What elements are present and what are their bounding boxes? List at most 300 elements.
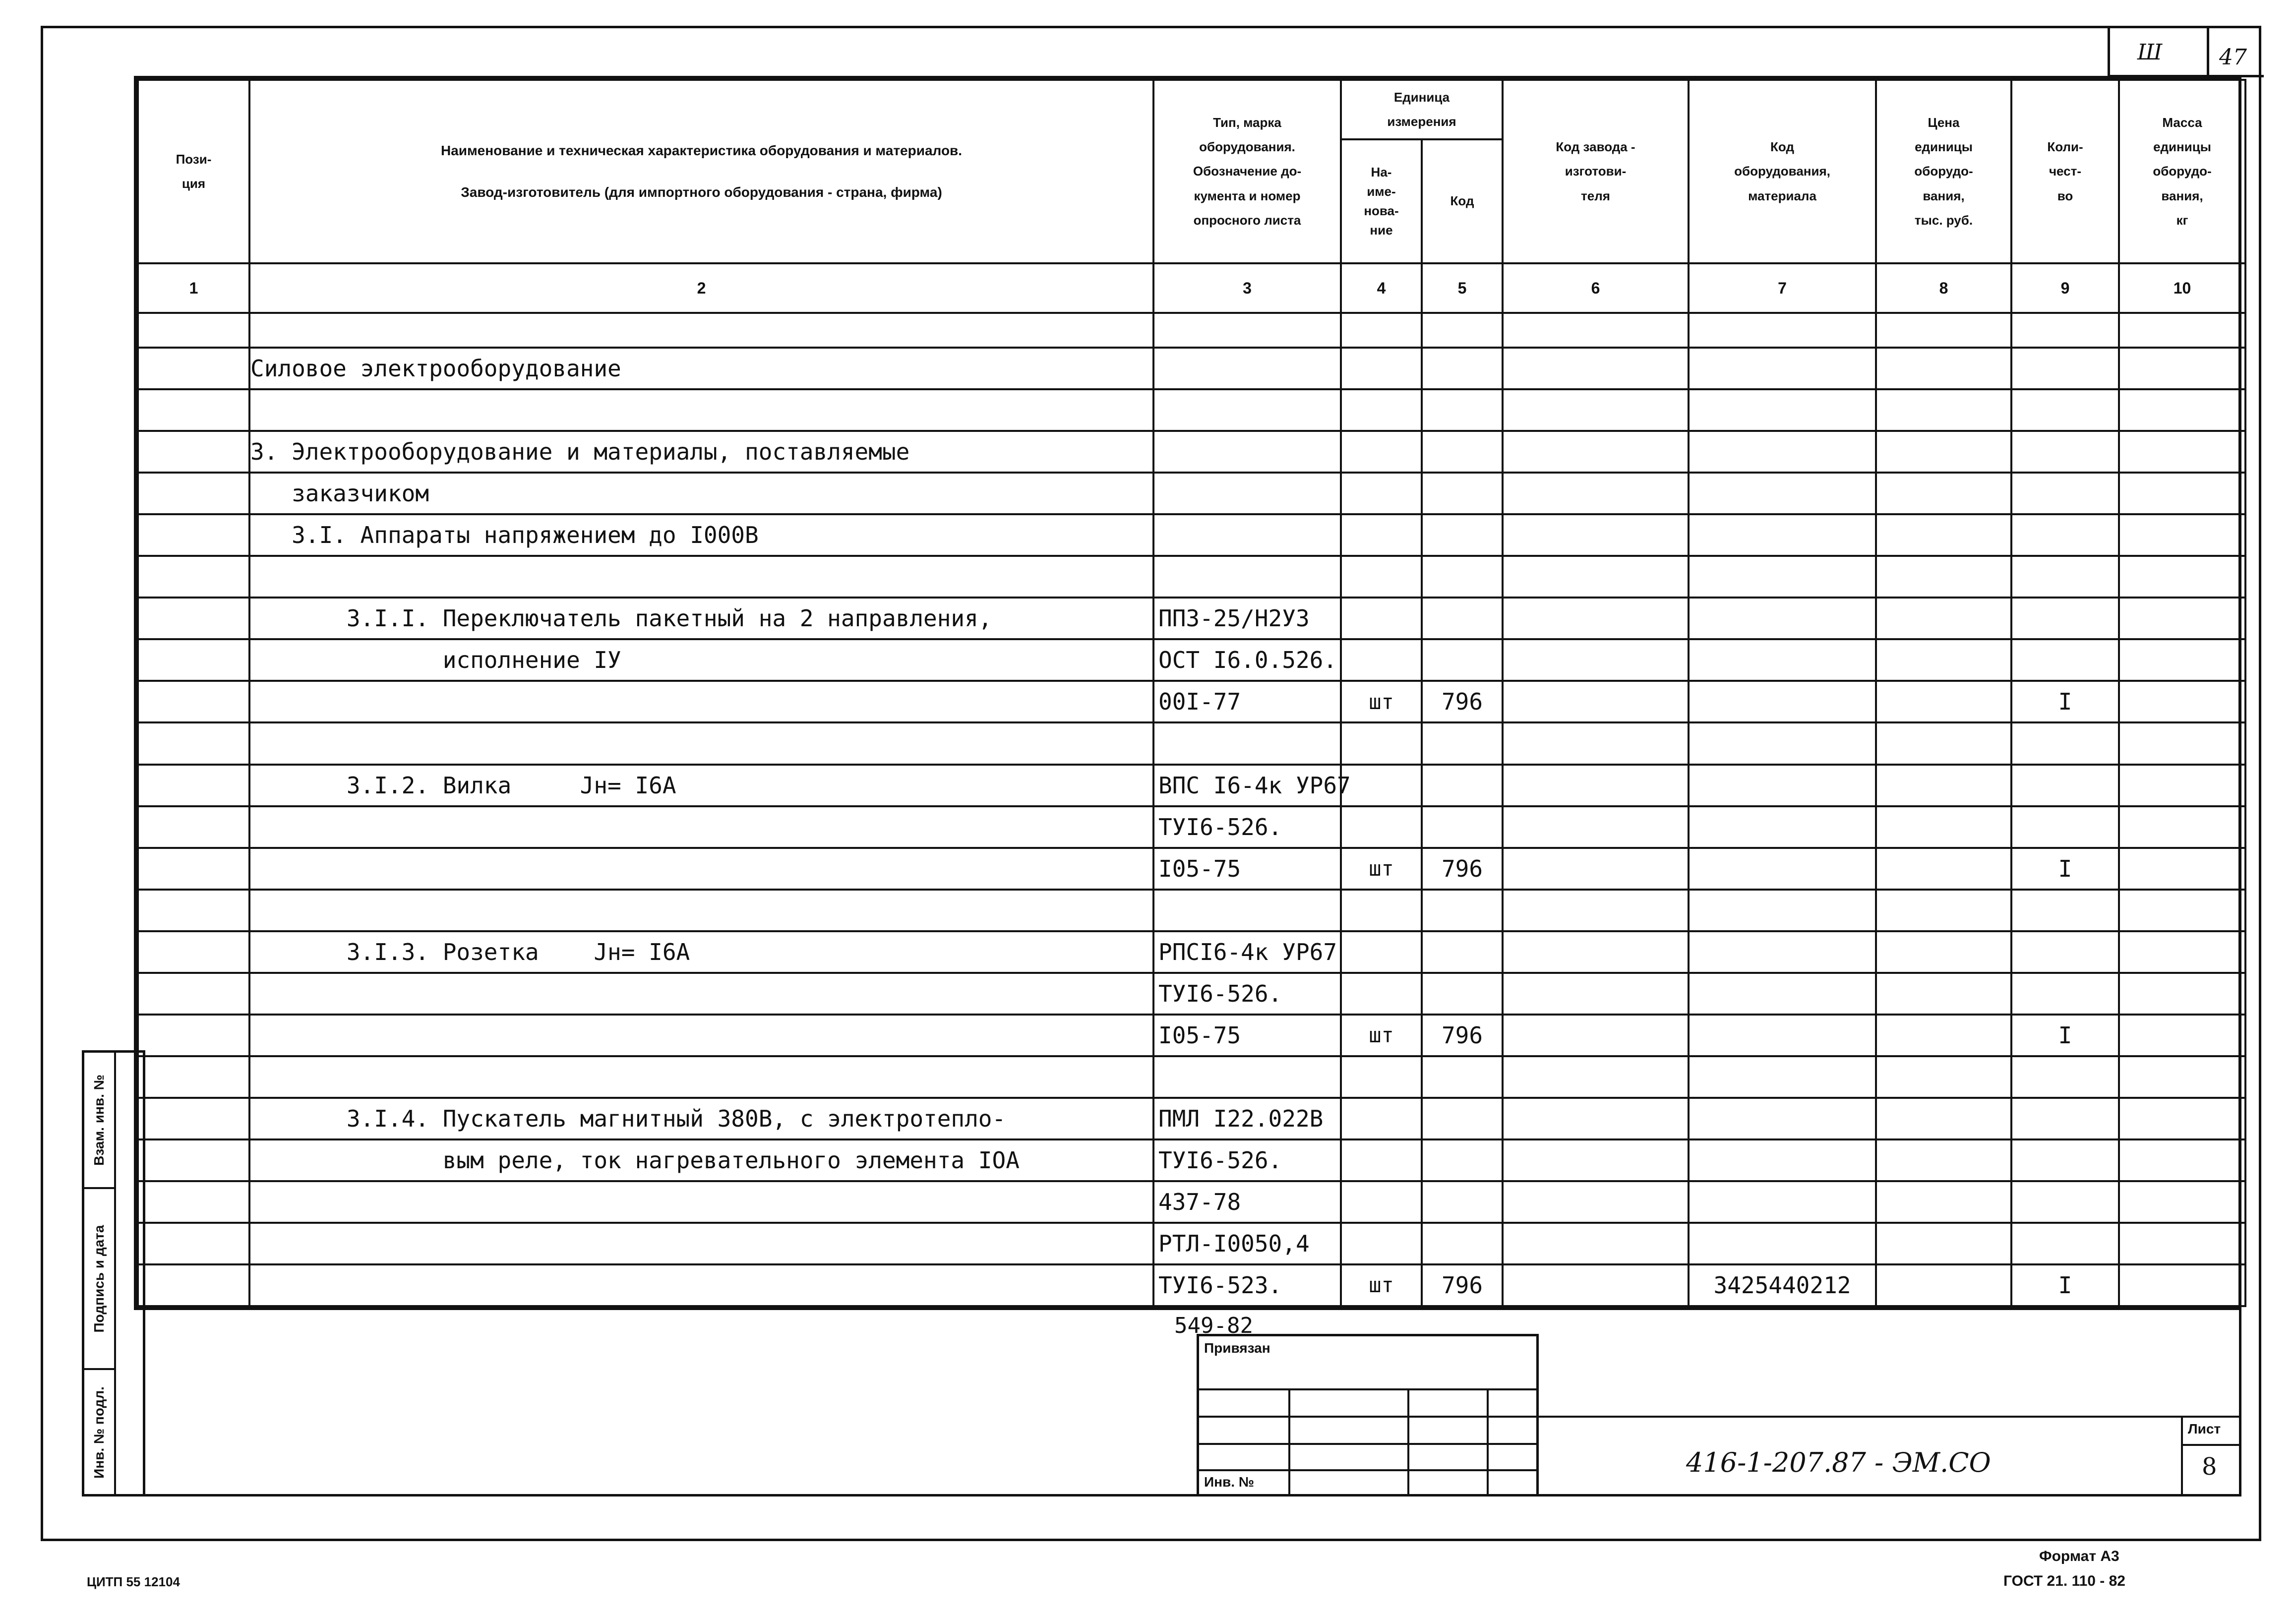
cell-plant-code bbox=[1503, 1139, 1689, 1181]
cell-pos bbox=[138, 1181, 249, 1223]
cell-mass bbox=[2119, 556, 2245, 598]
table-row bbox=[138, 598, 2245, 639]
cell-material-code bbox=[1689, 1139, 1876, 1181]
cell-unit-name bbox=[1341, 931, 1422, 973]
cell-plant-code bbox=[1503, 598, 1689, 639]
cell-pos bbox=[138, 1139, 249, 1181]
cell-type: ТУI6-523. bbox=[1153, 1264, 1341, 1306]
cell-mass bbox=[2119, 1098, 2245, 1139]
cell-mass bbox=[2119, 722, 2245, 764]
cell-plant-code bbox=[1503, 639, 1689, 681]
header-plant-code: Код завода - изготови- теля bbox=[1503, 80, 1689, 263]
cell-pos bbox=[138, 973, 249, 1015]
table-row bbox=[138, 1264, 2245, 1306]
cell-unit-code bbox=[1422, 598, 1503, 639]
cell-price bbox=[1876, 598, 2011, 639]
table-row bbox=[138, 890, 2245, 931]
cell-pos bbox=[138, 806, 249, 848]
cell-unit-name bbox=[1341, 1223, 1422, 1264]
side-strip bbox=[82, 1050, 145, 1496]
cell-name: 3.I.I. Переключатель пакетный на 2 направления, bbox=[249, 598, 1153, 639]
cell-pos bbox=[138, 722, 249, 764]
col-num-2: 2 bbox=[249, 263, 1153, 313]
cell-price bbox=[1876, 1139, 2011, 1181]
table-row bbox=[138, 931, 2245, 973]
stamp-line-1 bbox=[1199, 1388, 1536, 1390]
cell-quantity bbox=[2011, 431, 2119, 473]
cell-material-code bbox=[1689, 806, 1876, 848]
cell-unit-code bbox=[1422, 313, 1503, 348]
cell-price bbox=[1876, 848, 2011, 890]
cell-mass bbox=[2119, 806, 2245, 848]
cell-price bbox=[1876, 431, 2011, 473]
table-row bbox=[138, 389, 2245, 431]
cell-unit-code bbox=[1422, 389, 1503, 431]
cell-mass bbox=[2119, 890, 2245, 931]
cell-mass bbox=[2119, 1139, 2245, 1181]
cell-price bbox=[1876, 765, 2011, 806]
cell-plant-code bbox=[1503, 722, 1689, 764]
cell-unit-code bbox=[1422, 431, 1503, 473]
cell-pos bbox=[138, 890, 249, 931]
table-row bbox=[138, 806, 2245, 848]
cell-unit-name bbox=[1341, 722, 1422, 764]
cell-unit-name bbox=[1341, 765, 1422, 806]
cell-name bbox=[249, 890, 1153, 931]
cell-mass bbox=[2119, 431, 2245, 473]
cell-material-code bbox=[1689, 1181, 1876, 1223]
cell-price bbox=[1876, 973, 2011, 1015]
cell-name: заказчиком bbox=[249, 473, 1153, 514]
cell-name bbox=[249, 973, 1153, 1015]
cell-pos bbox=[138, 681, 249, 722]
cell-quantity bbox=[2011, 765, 2119, 806]
cell-material-code bbox=[1689, 973, 1876, 1015]
cell-mass bbox=[2119, 348, 2245, 389]
cell-unit-name: шт bbox=[1341, 681, 1422, 722]
table-row bbox=[138, 681, 2245, 722]
cell-type bbox=[1153, 722, 1341, 764]
cell-material-code bbox=[1689, 931, 1876, 973]
header-price: Цена единицы оборудо- вания, тыс. руб. bbox=[1876, 80, 2011, 263]
cell-material-code bbox=[1689, 722, 1876, 764]
cell-quantity bbox=[2011, 1223, 2119, 1264]
cell-quantity bbox=[2011, 973, 2119, 1015]
header-quantity: Коли- чест- во bbox=[2011, 80, 2119, 263]
cell-name: вым реле, ток нагревательного элемента IОА bbox=[249, 1139, 1153, 1181]
cell-unit-name: шт bbox=[1341, 1264, 1422, 1306]
cell-type bbox=[1153, 556, 1341, 598]
cell-quantity bbox=[2011, 890, 2119, 931]
cell-unit-name: шт bbox=[1341, 848, 1422, 890]
cell-unit-code: 796 bbox=[1422, 848, 1503, 890]
cell-material-code bbox=[1689, 473, 1876, 514]
cell-name bbox=[249, 848, 1153, 890]
cell-name bbox=[249, 1015, 1153, 1056]
cell-pos bbox=[138, 473, 249, 514]
cell-unit-code: 796 bbox=[1422, 681, 1503, 722]
cell-unit-code bbox=[1422, 473, 1503, 514]
side-label-replacement: Взам. инв. № bbox=[91, 1074, 107, 1166]
cell-unit-name bbox=[1341, 514, 1422, 556]
cell-material-code bbox=[1689, 1098, 1876, 1139]
cell-material-code bbox=[1689, 389, 1876, 431]
cell-unit-name bbox=[1341, 639, 1422, 681]
header-type: Тип, марка оборудования. Обозначение до- кумента и номер опросного листа bbox=[1153, 80, 1341, 263]
cell-pos bbox=[138, 514, 249, 556]
cell-mass bbox=[2119, 313, 2245, 348]
cell-material-code bbox=[1689, 556, 1876, 598]
cell-unit-name bbox=[1341, 1181, 1422, 1223]
stamp-line-3 bbox=[1199, 1443, 1536, 1445]
cell-unit-code bbox=[1422, 722, 1503, 764]
cell-material-code bbox=[1689, 348, 1876, 389]
cell-quantity bbox=[2011, 598, 2119, 639]
cell-material-code bbox=[1689, 848, 1876, 890]
cell-quantity bbox=[2011, 722, 2119, 764]
table-row bbox=[138, 765, 2245, 806]
cell-unit-code bbox=[1422, 348, 1503, 389]
cell-quantity bbox=[2011, 1056, 2119, 1098]
cell-material-code bbox=[1689, 1223, 1876, 1264]
col-num-6: 6 bbox=[1503, 263, 1689, 313]
cell-plant-code bbox=[1503, 806, 1689, 848]
cell-unit-name bbox=[1341, 348, 1422, 389]
cell-quantity bbox=[2011, 1139, 2119, 1181]
cell-unit-name: шт bbox=[1341, 1015, 1422, 1056]
cell-mass bbox=[2119, 473, 2245, 514]
sheet-number: 8 bbox=[2202, 1453, 2217, 1481]
sheet-label: Лист bbox=[2188, 1421, 2221, 1436]
cell-mass bbox=[2119, 1015, 2245, 1056]
header-material-code: Код оборудования, материала bbox=[1689, 80, 1876, 263]
cell-unit-name bbox=[1341, 431, 1422, 473]
cell-pos bbox=[138, 1056, 249, 1098]
cell-price bbox=[1876, 722, 2011, 764]
cell-plant-code bbox=[1503, 1098, 1689, 1139]
document-code: 416-1-207.87 - ЭМ.СО bbox=[1686, 1447, 1991, 1478]
cell-name: 3.I. Аппараты напряжением до I000В bbox=[249, 514, 1153, 556]
cell-price bbox=[1876, 1015, 2011, 1056]
cell-plant-code bbox=[1503, 931, 1689, 973]
cell-unit-name bbox=[1341, 389, 1422, 431]
cell-price bbox=[1876, 890, 2011, 931]
cell-pos bbox=[138, 348, 249, 389]
table-row bbox=[138, 1056, 2245, 1098]
table-row bbox=[138, 313, 2245, 348]
header-unit-name: На- име- нова- ние bbox=[1341, 139, 1422, 263]
cell-unit-name bbox=[1341, 1098, 1422, 1139]
cell-type: ПМЛ I22.022В bbox=[1153, 1098, 1341, 1139]
cell-price bbox=[1876, 639, 2011, 681]
cell-pos bbox=[138, 313, 249, 348]
cell-type bbox=[1153, 431, 1341, 473]
col-num-8: 8 bbox=[1876, 263, 2011, 313]
cell-unit-code bbox=[1422, 1139, 1503, 1181]
table-row bbox=[138, 514, 2245, 556]
continuation-text: 549-82 bbox=[1174, 1313, 1253, 1338]
stamp-vline-3 bbox=[1487, 1388, 1489, 1495]
cell-material-code bbox=[1689, 1056, 1876, 1098]
cell-unit-name bbox=[1341, 806, 1422, 848]
cell-plant-code bbox=[1503, 765, 1689, 806]
cell-quantity: I bbox=[2011, 848, 2119, 890]
cell-pos bbox=[138, 1098, 249, 1139]
cell-unit-name bbox=[1341, 973, 1422, 1015]
cell-type bbox=[1153, 313, 1341, 348]
table-row bbox=[138, 1139, 2245, 1181]
cell-mass bbox=[2119, 848, 2245, 890]
cell-unit-code bbox=[1422, 806, 1503, 848]
title-strip-line bbox=[1539, 1416, 2241, 1418]
cell-name bbox=[249, 806, 1153, 848]
header-mass: Масса единицы оборудо- вания, кг bbox=[2119, 80, 2245, 263]
cell-quantity bbox=[2011, 389, 2119, 431]
cell-type: ТУI6-526. bbox=[1153, 1139, 1341, 1181]
cell-price bbox=[1876, 348, 2011, 389]
cell-type: I05-75 bbox=[1153, 1015, 1341, 1056]
col-num-10: 10 bbox=[2119, 263, 2245, 313]
cell-type: 00I-77 bbox=[1153, 681, 1341, 722]
table-row bbox=[138, 348, 2245, 389]
cell-type: I05-75 bbox=[1153, 848, 1341, 890]
side-cell-replacement bbox=[84, 1053, 114, 1189]
stamp-block bbox=[1197, 1334, 1539, 1496]
cell-quantity: I bbox=[2011, 681, 2119, 722]
cell-price bbox=[1876, 473, 2011, 514]
cell-name: 3. Электрооборудование и материалы, поставляемые bbox=[249, 431, 1153, 473]
sheet-box-line bbox=[2181, 1416, 2183, 1496]
cell-plant-code bbox=[1503, 514, 1689, 556]
cell-pos bbox=[138, 848, 249, 890]
side-cell-inventory bbox=[84, 1370, 114, 1495]
cell-mass bbox=[2119, 389, 2245, 431]
cell-material-code bbox=[1689, 431, 1876, 473]
cell-material-code bbox=[1689, 598, 1876, 639]
cell-type: ВПС I6-4к УР67 bbox=[1153, 765, 1341, 806]
cell-material-code bbox=[1689, 890, 1876, 931]
cell-type: ТУI6-526. bbox=[1153, 973, 1341, 1015]
cell-pos bbox=[138, 765, 249, 806]
cell-quantity bbox=[2011, 1181, 2119, 1223]
cell-name: Силовое электрооборудование bbox=[249, 348, 1153, 389]
cell-material-code bbox=[1689, 765, 1876, 806]
cell-quantity bbox=[2011, 556, 2119, 598]
cell-type bbox=[1153, 348, 1341, 389]
cell-unit-code bbox=[1422, 1223, 1503, 1264]
cell-type: 437-78 bbox=[1153, 1181, 1341, 1223]
corner-mark-1: Ш bbox=[2137, 40, 2163, 65]
cell-mass bbox=[2119, 639, 2245, 681]
table-row bbox=[138, 722, 2245, 764]
table-row bbox=[138, 973, 2245, 1015]
cell-plant-code bbox=[1503, 473, 1689, 514]
cell-price bbox=[1876, 1223, 2011, 1264]
cell-plant-code bbox=[1503, 848, 1689, 890]
gost-label: ГОСТ 21. 110 - 82 bbox=[2003, 1573, 2125, 1589]
cell-price bbox=[1876, 1098, 2011, 1139]
cell-material-code bbox=[1689, 313, 1876, 348]
cell-plant-code bbox=[1503, 1264, 1689, 1306]
cell-mass bbox=[2119, 765, 2245, 806]
cell-quantity bbox=[2011, 931, 2119, 973]
table-row bbox=[138, 848, 2245, 890]
cell-name: исполнение IУ bbox=[249, 639, 1153, 681]
table-row bbox=[138, 473, 2245, 514]
cell-name bbox=[249, 556, 1153, 598]
cell-quantity: I bbox=[2011, 1015, 2119, 1056]
cell-type bbox=[1153, 389, 1341, 431]
cell-unit-name bbox=[1341, 1139, 1422, 1181]
stamp-vline-2 bbox=[1407, 1388, 1409, 1495]
cell-pos bbox=[138, 1223, 249, 1264]
cell-plant-code bbox=[1503, 431, 1689, 473]
col-num-4: 4 bbox=[1341, 263, 1422, 313]
stamp-inv-label: Инв. № bbox=[1204, 1474, 1255, 1490]
cell-type bbox=[1153, 473, 1341, 514]
table-row bbox=[138, 1015, 2245, 1056]
cell-name bbox=[249, 389, 1153, 431]
cell-pos bbox=[138, 931, 249, 973]
cell-price bbox=[1876, 806, 2011, 848]
cell-name bbox=[249, 1223, 1153, 1264]
cell-price bbox=[1876, 681, 2011, 722]
table-row bbox=[138, 556, 2245, 598]
stamp-line-4 bbox=[1199, 1469, 1536, 1471]
cell-quantity bbox=[2011, 806, 2119, 848]
cell-price bbox=[1876, 313, 2011, 348]
cell-unit-code bbox=[1422, 931, 1503, 973]
cell-plant-code bbox=[1503, 556, 1689, 598]
cell-unit-name bbox=[1341, 556, 1422, 598]
cell-pos bbox=[138, 1015, 249, 1056]
cell-pos bbox=[138, 598, 249, 639]
cell-quantity bbox=[2011, 1098, 2119, 1139]
cell-pos bbox=[138, 639, 249, 681]
cell-material-code: 3425440212 bbox=[1689, 1264, 1876, 1306]
ciitp-label: ЦИТП 55 12104 bbox=[87, 1574, 180, 1589]
table-row bbox=[138, 431, 2245, 473]
cell-material-code bbox=[1689, 639, 1876, 681]
header-name: Наименование и техническая характеристика оборудования и материалов. Завод-изготовитель (для импортного оборудования - страна, фирма) bbox=[249, 80, 1153, 263]
table-row bbox=[138, 1181, 2245, 1223]
cell-mass bbox=[2119, 931, 2245, 973]
header-unit-group: Единица измерения bbox=[1341, 80, 1503, 139]
cell-type bbox=[1153, 1056, 1341, 1098]
table-row bbox=[138, 1098, 2245, 1139]
cell-unit-code bbox=[1422, 1098, 1503, 1139]
cell-mass bbox=[2119, 1056, 2245, 1098]
cell-pos bbox=[138, 431, 249, 473]
cell-quantity bbox=[2011, 348, 2119, 389]
header-unit-code: Код bbox=[1422, 139, 1503, 263]
cell-type: ОСТ I6.0.526. bbox=[1153, 639, 1341, 681]
cell-unit-code: 796 bbox=[1422, 1264, 1503, 1306]
cell-plant-code bbox=[1503, 1181, 1689, 1223]
cell-plant-code bbox=[1503, 313, 1689, 348]
cell-unit-code bbox=[1422, 1181, 1503, 1223]
cell-unit-name bbox=[1341, 890, 1422, 931]
cell-plant-code bbox=[1503, 348, 1689, 389]
cell-quantity bbox=[2011, 473, 2119, 514]
cell-unit-code bbox=[1422, 973, 1503, 1015]
corner-mark-2: 47 bbox=[2219, 45, 2247, 70]
cell-name bbox=[249, 1181, 1153, 1223]
cell-pos bbox=[138, 389, 249, 431]
cell-price bbox=[1876, 556, 2011, 598]
cell-mass bbox=[2119, 514, 2245, 556]
cell-mass bbox=[2119, 1181, 2245, 1223]
cell-name bbox=[249, 681, 1153, 722]
col-num-1: 1 bbox=[138, 263, 249, 313]
col-num-3: 3 bbox=[1153, 263, 1341, 313]
format-label: Формат А3 bbox=[2039, 1548, 2119, 1564]
cell-type: РПСI6-4к УР67 bbox=[1153, 931, 1341, 973]
cell-unit-name bbox=[1341, 313, 1422, 348]
cell-name: 3.I.2. Вилка Jн= I6А bbox=[249, 765, 1153, 806]
cell-unit-code bbox=[1422, 639, 1503, 681]
cell-name: 3.I.4. Пускатель магнитный 380В, с электротепло- bbox=[249, 1098, 1153, 1139]
cell-unit-code bbox=[1422, 765, 1503, 806]
side-label-signature: Подпись и дата bbox=[91, 1225, 107, 1332]
cell-unit-name bbox=[1341, 598, 1422, 639]
cell-mass bbox=[2119, 1223, 2245, 1264]
cell-quantity bbox=[2011, 639, 2119, 681]
cell-unit-code bbox=[1422, 556, 1503, 598]
cell-type: РТЛ-I0050,4 bbox=[1153, 1223, 1341, 1264]
table-row bbox=[138, 1223, 2245, 1264]
cell-name bbox=[249, 722, 1153, 764]
cell-mass bbox=[2119, 1264, 2245, 1306]
cell-type bbox=[1153, 890, 1341, 931]
specification-table bbox=[134, 76, 2241, 1310]
cell-price bbox=[1876, 1264, 2011, 1306]
sheet-box-divider bbox=[2181, 1444, 2241, 1446]
cell-name bbox=[249, 313, 1153, 348]
header-position: Пози- ция bbox=[138, 80, 249, 263]
cell-plant-code bbox=[1503, 1015, 1689, 1056]
cell-material-code bbox=[1689, 681, 1876, 722]
cell-price bbox=[1876, 931, 2011, 973]
col-num-9: 9 bbox=[2011, 263, 2119, 313]
cell-name: 3.I.3. Розетка Jн= I6А bbox=[249, 931, 1153, 973]
cell-pos bbox=[138, 1264, 249, 1306]
stamp-tied-label: Привязан bbox=[1204, 1340, 1270, 1356]
cell-unit-code bbox=[1422, 890, 1503, 931]
cell-plant-code bbox=[1503, 973, 1689, 1015]
cell-type bbox=[1153, 514, 1341, 556]
cell-name bbox=[249, 1056, 1153, 1098]
cell-mass bbox=[2119, 681, 2245, 722]
cell-plant-code bbox=[1503, 1223, 1689, 1264]
cell-quantity bbox=[2011, 514, 2119, 556]
cell-unit-code bbox=[1422, 514, 1503, 556]
stamp-line-2 bbox=[1199, 1416, 1536, 1418]
column-number-row bbox=[138, 263, 2245, 313]
cell-material-code bbox=[1689, 514, 1876, 556]
side-strip-divider bbox=[114, 1053, 116, 1494]
cell-plant-code bbox=[1503, 681, 1689, 722]
cell-price bbox=[1876, 1056, 2011, 1098]
cell-material-code bbox=[1689, 1015, 1876, 1056]
cell-price bbox=[1876, 389, 2011, 431]
cell-unit-code: 796 bbox=[1422, 1015, 1503, 1056]
cell-quantity bbox=[2011, 313, 2119, 348]
cell-price bbox=[1876, 1181, 2011, 1223]
col-num-7: 7 bbox=[1689, 263, 1876, 313]
cell-pos bbox=[138, 556, 249, 598]
cell-plant-code bbox=[1503, 1056, 1689, 1098]
